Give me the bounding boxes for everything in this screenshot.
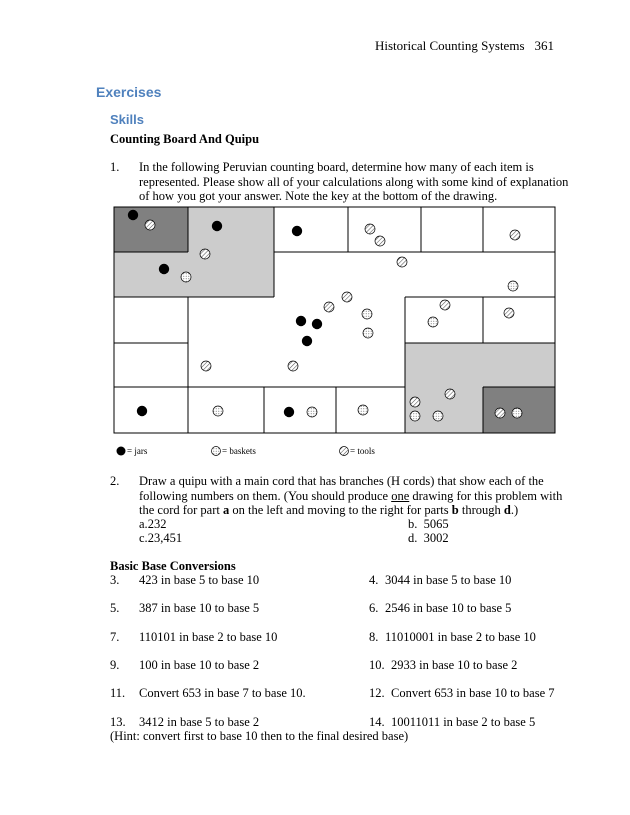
q2-part-b: b. 5065 [408, 517, 449, 531]
ex7-number: 7. [110, 630, 120, 644]
board-legend [117, 446, 376, 456]
ex12-number: 12. [369, 686, 385, 700]
ex9-text: 100 in base 10 to base 2 [139, 658, 260, 672]
ex11-number: 11. [110, 686, 126, 700]
ex9-number: 9. [110, 658, 120, 672]
q1-line-2: represented. Please show all of your calculations along with some kind of explanation [139, 175, 569, 189]
ex5-number: 5. [110, 601, 120, 615]
q2-line-2: following numbers on them. (You should produce one drawing for this problem with [139, 489, 563, 503]
ex6-number: 6. [369, 601, 379, 615]
ex5-text: 387 in base 10 to base 5 [139, 601, 260, 615]
q2-part-d: d. 3002 [408, 531, 449, 545]
hint-text: (Hint: convert first to base 10 then to the final desired base) [110, 729, 409, 743]
ex12-text: Convert 653 in base 10 to base 7 [391, 686, 555, 700]
topic-heading-base-conversions: Basic Base Conversions [110, 559, 236, 573]
ex14-number: 14. [369, 715, 385, 729]
ex3-text: 423 in base 5 to base 10 [139, 573, 260, 587]
ex13-number: 13. [110, 715, 126, 729]
ex14-text: 10011011 in base 2 to base 5 [391, 715, 536, 729]
ex7-text: 110101 in base 2 to base 10 [139, 630, 278, 644]
ex3-number: 3. [110, 573, 120, 587]
ex13-text: 3412 in base 5 to base 2 [139, 715, 260, 729]
ex8-text: 11010001 in base 2 to base 10 [385, 630, 536, 644]
q2-part-a: a.232 [139, 517, 167, 531]
topic-heading-counting-board: Counting Board And Quipu [110, 132, 260, 146]
ex8-number: 8. [369, 630, 379, 644]
subsection-heading: Skills [110, 112, 144, 127]
page-number: 361 [534, 38, 554, 53]
ex4-text: 3044 in base 5 to base 10 [385, 573, 512, 587]
q2-line-1: Draw a quipu with a main cord that has branches (H cords) that show each of the [139, 474, 544, 488]
q1-number: 1. [110, 160, 120, 174]
ex11-text: Convert 653 in base 7 to base 10. [139, 686, 306, 700]
ex10-text: 2933 in base 10 to base 2 [391, 658, 518, 672]
q1-line-1: In the following Peruvian counting board, determine how many of each item is [139, 160, 534, 174]
q2-number: 2. [110, 474, 120, 488]
q2-part-c: c.23,451 [139, 531, 183, 545]
section-heading: Exercises [96, 84, 162, 100]
legend-tools: = tools [350, 446, 375, 456]
legend-baskets: = baskets [222, 446, 256, 456]
legend-jars: = jars [127, 446, 148, 456]
ex4-number: 4. [369, 573, 379, 587]
ex6-text: 2546 in base 10 to base 5 [385, 601, 512, 615]
q1-line-3: of how you got your answer. Note the key at the bottom of the drawing. [139, 189, 498, 203]
header-title: Historical Counting Systems [375, 38, 525, 53]
ex10-number: 10. [369, 658, 385, 672]
q2-line-3: the cord for part a on the left and moving to the right for parts b through d.) [139, 503, 519, 517]
